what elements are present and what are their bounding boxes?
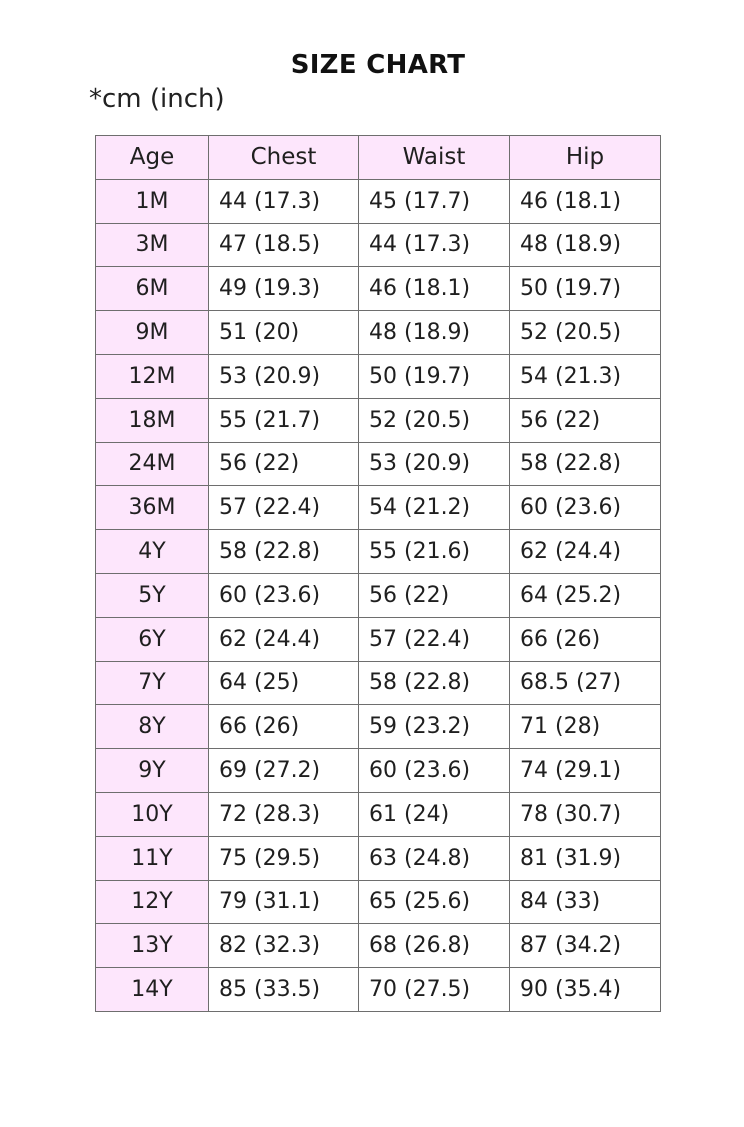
age-cell: 14Y: [96, 968, 209, 1012]
chest-cell: 51 (20): [209, 311, 359, 355]
chest-cell: 85 (33.5): [209, 968, 359, 1012]
table-row: [96, 792, 661, 836]
hip-cell: 66 (26): [510, 617, 661, 661]
table-row: [96, 617, 661, 661]
age-cell: 24M: [96, 442, 209, 486]
age-cell: 9Y: [96, 749, 209, 793]
hip-cell: 60 (23.6): [510, 486, 661, 530]
table-row: [96, 311, 661, 355]
chest-cell: 47 (18.5): [209, 223, 359, 267]
chest-cell: 60 (23.6): [209, 573, 359, 617]
size-chart-table: [95, 135, 661, 1012]
table-row: [96, 661, 661, 705]
waist-cell: 59 (23.2): [359, 705, 510, 749]
waist-cell: 56 (22): [359, 573, 510, 617]
chest-cell: 55 (21.7): [209, 398, 359, 442]
chest-cell: 58 (22.8): [209, 530, 359, 574]
table-row: [96, 573, 661, 617]
table-row: [96, 530, 661, 574]
waist-cell: 52 (20.5): [359, 398, 510, 442]
age-cell: 6Y: [96, 617, 209, 661]
table-row: [96, 486, 661, 530]
chest-cell: 72 (28.3): [209, 792, 359, 836]
waist-cell: 68 (26.8): [359, 924, 510, 968]
hip-cell: 84 (33): [510, 880, 661, 924]
waist-cell: 53 (20.9): [359, 442, 510, 486]
age-cell: 6M: [96, 267, 209, 311]
chest-cell: 49 (19.3): [209, 267, 359, 311]
waist-cell: 50 (19.7): [359, 354, 510, 398]
chest-cell: 69 (27.2): [209, 749, 359, 793]
age-cell: 11Y: [96, 836, 209, 880]
chest-cell: 66 (26): [209, 705, 359, 749]
waist-cell: 48 (18.9): [359, 311, 510, 355]
hip-cell: 58 (22.8): [510, 442, 661, 486]
age-cell: 3M: [96, 223, 209, 267]
column-header-hip: Hip: [510, 136, 661, 180]
waist-cell: 57 (22.4): [359, 617, 510, 661]
age-cell: 4Y: [96, 530, 209, 574]
table-row: [96, 267, 661, 311]
hip-cell: 64 (25.2): [510, 573, 661, 617]
waist-cell: 54 (21.2): [359, 486, 510, 530]
table-header-row: [96, 136, 661, 180]
hip-cell: 52 (20.5): [510, 311, 661, 355]
chest-cell: 57 (22.4): [209, 486, 359, 530]
hip-cell: 87 (34.2): [510, 924, 661, 968]
column-header-age: Age: [96, 136, 209, 180]
hip-cell: 90 (35.4): [510, 968, 661, 1012]
chest-cell: 82 (32.3): [209, 924, 359, 968]
chest-cell: 53 (20.9): [209, 354, 359, 398]
table-row: [96, 968, 661, 1012]
age-cell: 13Y: [96, 924, 209, 968]
age-cell: 36M: [96, 486, 209, 530]
waist-cell: 63 (24.8): [359, 836, 510, 880]
age-cell: 18M: [96, 398, 209, 442]
table-row: [96, 836, 661, 880]
age-cell: 9M: [96, 311, 209, 355]
table-row: [96, 223, 661, 267]
table-row: [96, 442, 661, 486]
waist-cell: 61 (24): [359, 792, 510, 836]
hip-cell: 81 (31.9): [510, 836, 661, 880]
hip-cell: 48 (18.9): [510, 223, 661, 267]
column-header-chest: Chest: [209, 136, 359, 180]
table-row: [96, 924, 661, 968]
table-row: [96, 749, 661, 793]
chest-cell: 62 (24.4): [209, 617, 359, 661]
hip-cell: 74 (29.1): [510, 749, 661, 793]
hip-cell: 50 (19.7): [510, 267, 661, 311]
table-row: [96, 880, 661, 924]
table-body: [96, 179, 661, 1011]
age-cell: 1M: [96, 179, 209, 223]
hip-cell: 68.5 (27): [510, 661, 661, 705]
waist-cell: 70 (27.5): [359, 968, 510, 1012]
age-cell: 10Y: [96, 792, 209, 836]
waist-cell: 58 (22.8): [359, 661, 510, 705]
hip-cell: 46 (18.1): [510, 179, 661, 223]
age-cell: 5Y: [96, 573, 209, 617]
age-cell: 8Y: [96, 705, 209, 749]
chest-cell: 64 (25): [209, 661, 359, 705]
hip-cell: 56 (22): [510, 398, 661, 442]
waist-cell: 55 (21.6): [359, 530, 510, 574]
table-row: [96, 705, 661, 749]
chest-cell: 56 (22): [209, 442, 359, 486]
age-cell: 7Y: [96, 661, 209, 705]
chest-cell: 44 (17.3): [209, 179, 359, 223]
table-row: [96, 354, 661, 398]
column-header-waist: Waist: [359, 136, 510, 180]
waist-cell: 60 (23.6): [359, 749, 510, 793]
chest-cell: 79 (31.1): [209, 880, 359, 924]
chest-cell: 75 (29.5): [209, 836, 359, 880]
unit-note: *cm (inch): [89, 84, 225, 114]
age-cell: 12M: [96, 354, 209, 398]
waist-cell: 46 (18.1): [359, 267, 510, 311]
hip-cell: 54 (21.3): [510, 354, 661, 398]
page-title: SIZE CHART: [290, 50, 466, 80]
table-row: [96, 398, 661, 442]
waist-cell: 45 (17.7): [359, 179, 510, 223]
waist-cell: 65 (25.6): [359, 880, 510, 924]
hip-cell: 62 (24.4): [510, 530, 661, 574]
age-cell: 12Y: [96, 880, 209, 924]
waist-cell: 44 (17.3): [359, 223, 510, 267]
hip-cell: 78 (30.7): [510, 792, 661, 836]
hip-cell: 71 (28): [510, 705, 661, 749]
table-row: [96, 179, 661, 223]
